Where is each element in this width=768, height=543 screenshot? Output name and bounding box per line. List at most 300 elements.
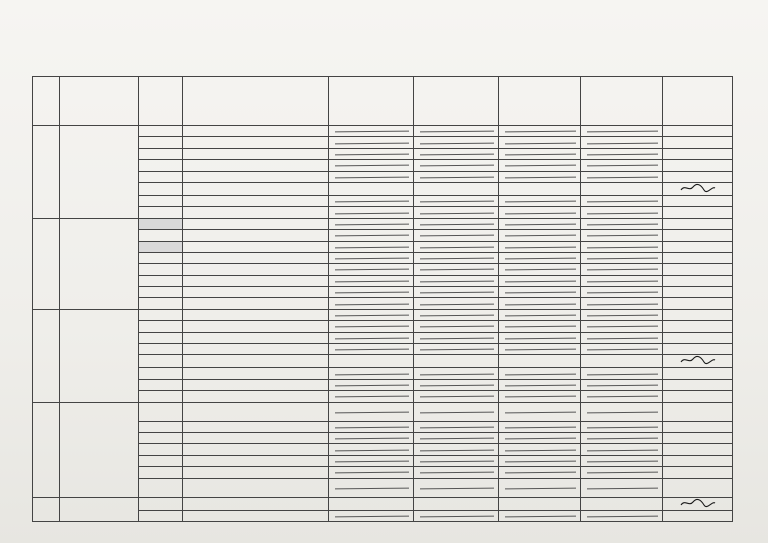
roll-no [139,391,183,402]
total-mark [581,402,663,421]
strike-line [505,212,576,214]
topic-mark [414,195,499,206]
student-name [183,171,329,182]
qa-mark [499,402,581,421]
strike-line [420,224,494,226]
strike-line [505,303,576,305]
roll-no [139,421,183,432]
strike-line [587,235,658,237]
qa-mark [499,478,581,497]
absent-mark [663,287,733,298]
table-header-row [33,77,733,126]
absent-mark [663,444,733,455]
student-name [183,148,329,159]
strike-line [505,373,576,375]
strike-line [335,411,409,413]
strike-line [505,315,576,317]
student-name [183,478,329,497]
total-mark [581,478,663,497]
roll-no [139,126,183,137]
student-name [183,309,329,320]
student-name [183,160,329,171]
total-mark [581,321,663,332]
student-name [183,230,329,241]
student-name [183,126,329,137]
qa-mark [499,252,581,263]
strike-line [587,426,658,428]
strike-line [505,131,576,133]
total-mark [581,455,663,466]
qa-mark [499,421,581,432]
qa-mark [499,510,581,521]
roll-no [139,467,183,478]
student-name [183,344,329,355]
faculty-name [60,402,139,497]
topic-mark [414,207,499,218]
strike-line [587,349,658,351]
topic-mark [414,148,499,159]
table-row [33,126,733,137]
topic-mark [414,467,499,478]
marks-table [32,76,733,522]
qa-mark [499,444,581,455]
strike-line [505,235,576,237]
strike-line [587,337,658,339]
topic-mark [414,402,499,421]
strike-line [505,154,576,156]
strike-line [420,269,494,271]
strike-line [505,461,576,463]
roll-no [139,455,183,466]
faculty-name [60,497,139,521]
absent-mark [663,379,733,390]
student-name [183,332,329,343]
strike-line [587,326,658,328]
qa-mark [499,207,581,218]
strike-line [420,438,494,440]
absent-mark [663,230,733,241]
roll-no [139,478,183,497]
qa-mark [499,287,581,298]
roll-no [139,402,183,421]
total-mark [581,160,663,171]
presentation-mark [329,160,414,171]
total-mark [581,467,663,478]
strike-line [335,373,409,375]
strike-line [335,487,409,489]
strike-line [587,281,658,283]
total-mark [581,252,663,263]
strike-line [420,515,494,517]
strike-line [505,487,576,489]
roll-no [139,444,183,455]
strike-line [335,224,409,226]
topic-mark [414,368,499,379]
strike-line [587,165,658,167]
strike-line [587,224,658,226]
total-mark [581,207,663,218]
absent-mark [663,321,733,332]
total-mark [581,230,663,241]
strike-line [420,385,494,387]
roll-no [139,368,183,379]
strike-line [505,281,576,283]
strike-line [335,349,409,351]
strike-line [335,385,409,387]
roll-no [139,379,183,390]
sign-cell [663,126,733,137]
presentation-mark [329,344,414,355]
strike-line [587,303,658,305]
table-row [33,218,733,229]
absent-mark [663,467,733,478]
total-mark [581,309,663,320]
student-name [183,467,329,478]
presentation-mark [329,126,414,137]
topic-mark [414,344,499,355]
absent-mark [663,510,733,521]
roll-no [139,287,183,298]
roll-no [139,207,183,218]
roll-no [139,182,183,195]
absent-mark [663,368,733,379]
presentation-mark [329,467,414,478]
col-qa [499,77,581,126]
absent-mark [663,160,733,171]
qa-mark [499,195,581,206]
strike-line [335,292,409,294]
strike-line [420,176,494,178]
strike-line [587,201,658,203]
presentation-mark [329,298,414,309]
strike-line [335,280,409,282]
total-mark [581,126,663,137]
total-mark [581,379,663,390]
strike-line [420,396,494,398]
topic-mark [414,391,499,402]
group-srno [33,309,60,402]
strike-line [420,258,494,260]
roll-no [139,148,183,159]
student-name [183,241,329,252]
col-roll [139,77,183,126]
strike-line [335,438,409,440]
strike-line [505,426,576,428]
strike-line [335,303,409,305]
qa-mark [499,497,581,510]
presentation-mark [329,148,414,159]
signature [663,497,733,510]
strike-line [587,142,658,144]
qa-mark [499,148,581,159]
strike-line [587,438,658,440]
presentation-mark [329,137,414,148]
strike-line [587,461,658,463]
strike-line [587,515,658,517]
strike-line [420,154,494,156]
strike-line [420,303,494,305]
presentation-mark [329,402,414,421]
group-srno [33,497,60,521]
student-name [183,287,329,298]
total-mark [581,287,663,298]
roll-no [139,332,183,343]
topic-mark [414,379,499,390]
student-name [183,321,329,332]
strike-line [587,212,658,214]
signature-scribble [679,183,717,193]
roll-no [139,160,183,171]
topic-mark [414,218,499,229]
presentation-mark [329,355,414,368]
strike-line [420,212,494,214]
strike-line [505,326,576,328]
strike-line [420,315,494,317]
topic-mark [414,421,499,432]
roll-no [139,230,183,241]
student-name [183,195,329,206]
strike-line [420,246,494,248]
qa-mark [499,241,581,252]
absent-mark [663,309,733,320]
presentation-mark [329,478,414,497]
student-name [183,510,329,521]
faculty-name [60,218,139,309]
total-mark [581,391,663,402]
presentation-mark [329,171,414,182]
roll-no [139,344,183,355]
qa-mark [499,379,581,390]
roll-no [139,195,183,206]
strike-line [335,315,409,317]
qa-mark [499,309,581,320]
strike-line [505,515,576,517]
strike-line [335,472,409,474]
presentation-mark [329,275,414,286]
student-name [183,298,329,309]
strike-line [335,201,409,203]
strike-line [505,258,576,260]
presentation-mark [329,195,414,206]
presentation-mark [329,264,414,275]
strike-line [335,142,409,144]
strike-line [335,235,409,237]
total-mark [581,171,663,182]
student-name [183,421,329,432]
absent-mark [663,252,733,263]
roll-no [139,218,183,229]
presentation-mark [329,455,414,466]
table-row [33,309,733,320]
strike-line [335,246,409,248]
strike-line [335,176,409,178]
total-mark [581,182,663,195]
total-mark [581,275,663,286]
strike-line [505,472,576,474]
topic-mark [414,332,499,343]
strike-line [587,411,658,413]
absent-mark [663,137,733,148]
roll-no [139,298,183,309]
topic-mark [414,298,499,309]
topic-mark [414,241,499,252]
strike-line [587,246,658,248]
strike-line [505,349,576,351]
presentation-mark [329,252,414,263]
student-name [183,182,329,195]
strike-line [335,337,409,339]
presentation-mark [329,497,414,510]
qa-mark [499,467,581,478]
total-mark [581,497,663,510]
total-mark [581,148,663,159]
qa-mark [499,298,581,309]
strike-line [420,280,494,282]
absent-mark [663,171,733,182]
total-mark [581,344,663,355]
strike-line [335,449,409,451]
col-total [581,77,663,126]
group-srno [33,126,60,219]
topic-mark [414,444,499,455]
strike-line [587,154,658,156]
roll-no [139,309,183,320]
student-name [183,368,329,379]
absent-mark [663,264,733,275]
strike-line [420,326,494,328]
strike-line [505,224,576,226]
absent-mark [663,455,733,466]
qa-mark [499,230,581,241]
absent-mark [663,218,733,229]
strike-line [335,396,409,398]
signature-scribble [679,498,717,508]
strike-line [505,449,576,451]
strike-line [587,373,658,375]
strike-line [587,176,658,178]
total-mark [581,195,663,206]
absent-mark [663,195,733,206]
total-mark [581,241,663,252]
total-mark [581,332,663,343]
qa-mark [499,218,581,229]
absent-mark [663,241,733,252]
strike-line [587,131,658,133]
strike-line [505,438,576,440]
topic-mark [414,497,499,510]
strike-line [505,201,576,203]
student-name [183,218,329,229]
strike-line [587,292,658,294]
roll-no [139,497,183,510]
topic-mark [414,137,499,148]
presentation-mark [329,309,414,320]
absent-mark [663,148,733,159]
strike-line [587,315,658,317]
table-row [33,497,733,510]
topic-mark [414,510,499,521]
strike-line [505,269,576,271]
student-name [183,402,329,421]
qa-mark [499,264,581,275]
student-name [183,432,329,443]
strike-line [587,269,658,271]
topic-mark [414,126,499,137]
table-row [33,402,733,421]
strike-line [420,337,494,339]
topic-mark [414,432,499,443]
total-mark [581,444,663,455]
group-srno [33,402,60,497]
presentation-mark [329,207,414,218]
presentation-mark [329,444,414,455]
absent-mark [663,421,733,432]
presentation-mark [329,182,414,195]
student-name [183,455,329,466]
presentation-mark [329,391,414,402]
qa-mark [499,344,581,355]
topic-mark [414,230,499,241]
absent-mark [663,402,733,421]
strike-line [420,292,494,294]
topic-mark [414,321,499,332]
strike-line [335,461,409,463]
presentation-mark [329,218,414,229]
roll-no [139,171,183,182]
topic-mark [414,275,499,286]
qa-mark [499,432,581,443]
col-sign [663,77,733,126]
total-mark [581,298,663,309]
qa-mark [499,368,581,379]
total-mark [581,355,663,368]
roll-no [139,252,183,263]
strike-line [420,235,494,237]
strike-line [505,385,576,387]
strike-line [420,411,494,413]
presentation-mark [329,432,414,443]
col-presentation [329,77,414,126]
total-mark [581,421,663,432]
strike-line [335,131,409,133]
roll-no [139,432,183,443]
total-mark [581,368,663,379]
absent-mark [663,207,733,218]
strike-line [420,142,494,144]
student-name [183,355,329,368]
strike-line [587,258,658,260]
roll-no [139,355,183,368]
strike-line [335,165,409,167]
student-name [183,252,329,263]
presentation-mark [329,321,414,332]
strike-line [420,461,494,463]
col-srno [33,77,60,126]
faculty-name [60,126,139,219]
presentation-mark [329,287,414,298]
student-name [183,497,329,510]
strike-line [505,142,576,144]
topic-mark [414,309,499,320]
absent-mark [663,298,733,309]
absent-mark [663,344,733,355]
strike-line [505,292,576,294]
faculty-name [60,309,139,402]
strike-line [505,411,576,413]
qa-mark [499,171,581,182]
topic-mark [414,182,499,195]
strike-line [420,201,494,203]
